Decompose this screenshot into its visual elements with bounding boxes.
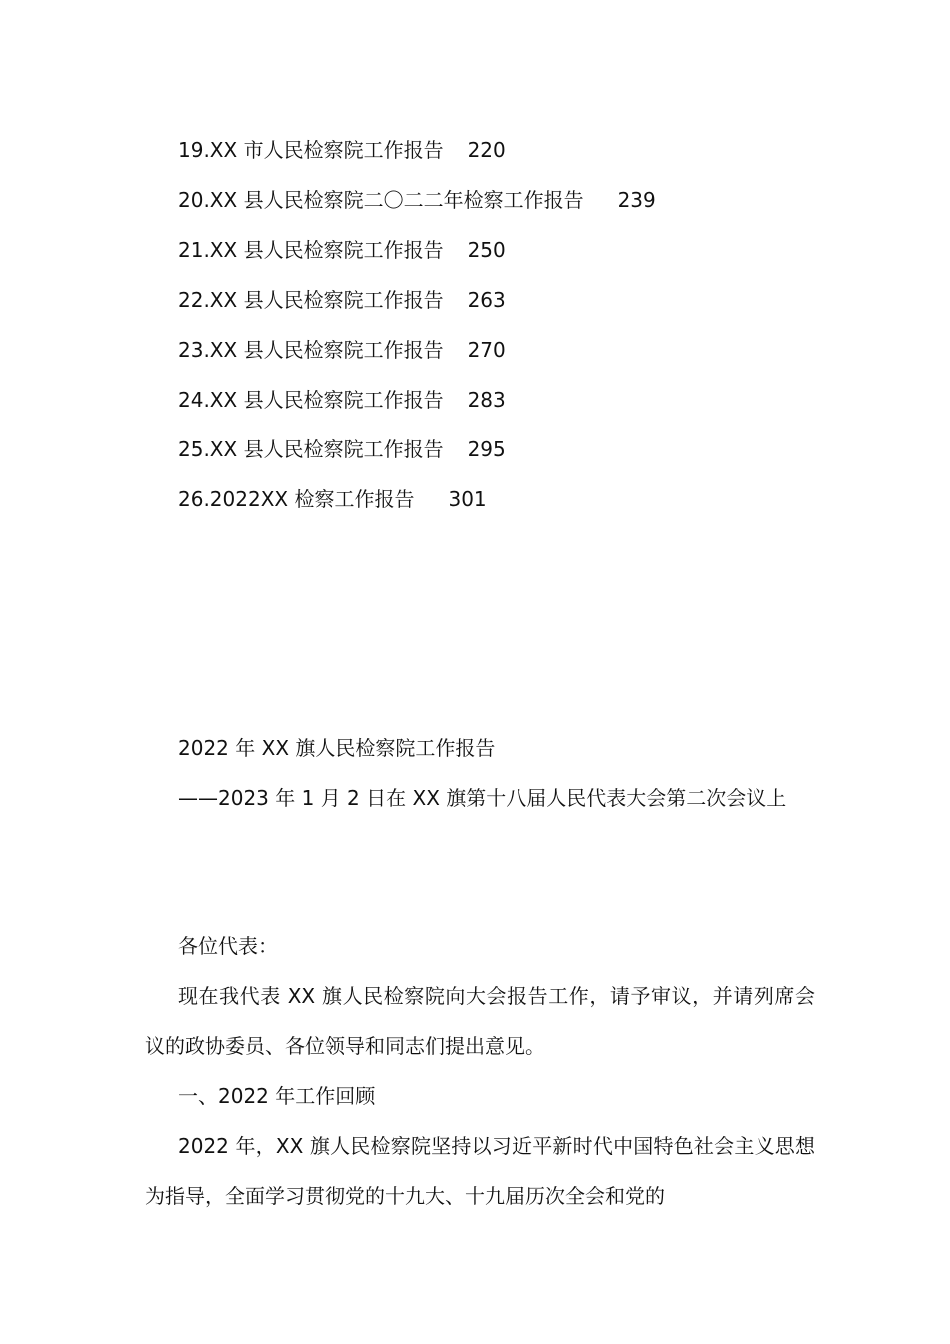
intro-paragraph: 现在我代表 XX 旗人民检察院向大会报告工作，请予审议，并请列席会议的政协委员、各位领导和同志们提出意见。: [145, 984, 815, 1058]
toc-entry-page: 295: [467, 437, 506, 461]
toc-entry-page: 270: [467, 338, 506, 362]
toc-entry-title: 26.2022XX 检察工作报告: [178, 487, 415, 511]
toc-entry-page: 250: [467, 238, 506, 262]
report-title: 2022 年 XX 旗人民检察院工作报告: [178, 736, 496, 760]
toc-entry-25[interactable]: [178, 434, 506, 464]
toc-entry-title: 23.XX 县人民检察院工作报告: [178, 338, 444, 362]
toc-entry-20[interactable]: [178, 185, 656, 215]
toc-entry-page: 283: [467, 388, 506, 412]
toc-entry-24[interactable]: [178, 385, 506, 415]
toc-entry-title: 19.XX 市人民检察院工作报告: [178, 138, 444, 162]
toc-entry-title: 22.XX 县人民检察院工作报告: [178, 288, 444, 312]
report-subtitle: ——2023 年 1 月 2 日在 XX 旗第十八届人民代表大会第二次会议上: [178, 786, 787, 810]
section-body-paragraph: 2022 年，XX 旗人民检察院坚持以习近平新时代中国特色社会主义思想为指导，全面学习贯彻党的十九大、十九届历次全会和党的: [145, 1134, 815, 1208]
toc-entry-title: 21.XX 县人民检察院工作报告: [178, 238, 444, 262]
toc-entry-21[interactable]: [178, 235, 506, 265]
toc-entry-19[interactable]: [178, 135, 506, 165]
toc-entry-page: 263: [467, 288, 506, 312]
toc-entry-title: 25.XX 县人民检察院工作报告: [178, 437, 444, 461]
toc-entry-22[interactable]: [178, 285, 506, 315]
toc-entry-page: 301: [448, 487, 487, 511]
toc-entry-page: 239: [617, 188, 656, 212]
section-heading: 一、2022 年工作回顾: [178, 1084, 376, 1108]
toc-entry-title: 24.XX 县人民检察院工作报告: [178, 388, 444, 412]
salutation: 各位代表：: [178, 934, 278, 958]
toc-entry-26[interactable]: [178, 484, 487, 514]
toc-entry-title: 20.XX 县人民检察院二〇二二年检察工作报告: [178, 188, 584, 212]
toc-entry-page: 220: [467, 138, 506, 162]
toc-entry-23[interactable]: [178, 335, 506, 365]
